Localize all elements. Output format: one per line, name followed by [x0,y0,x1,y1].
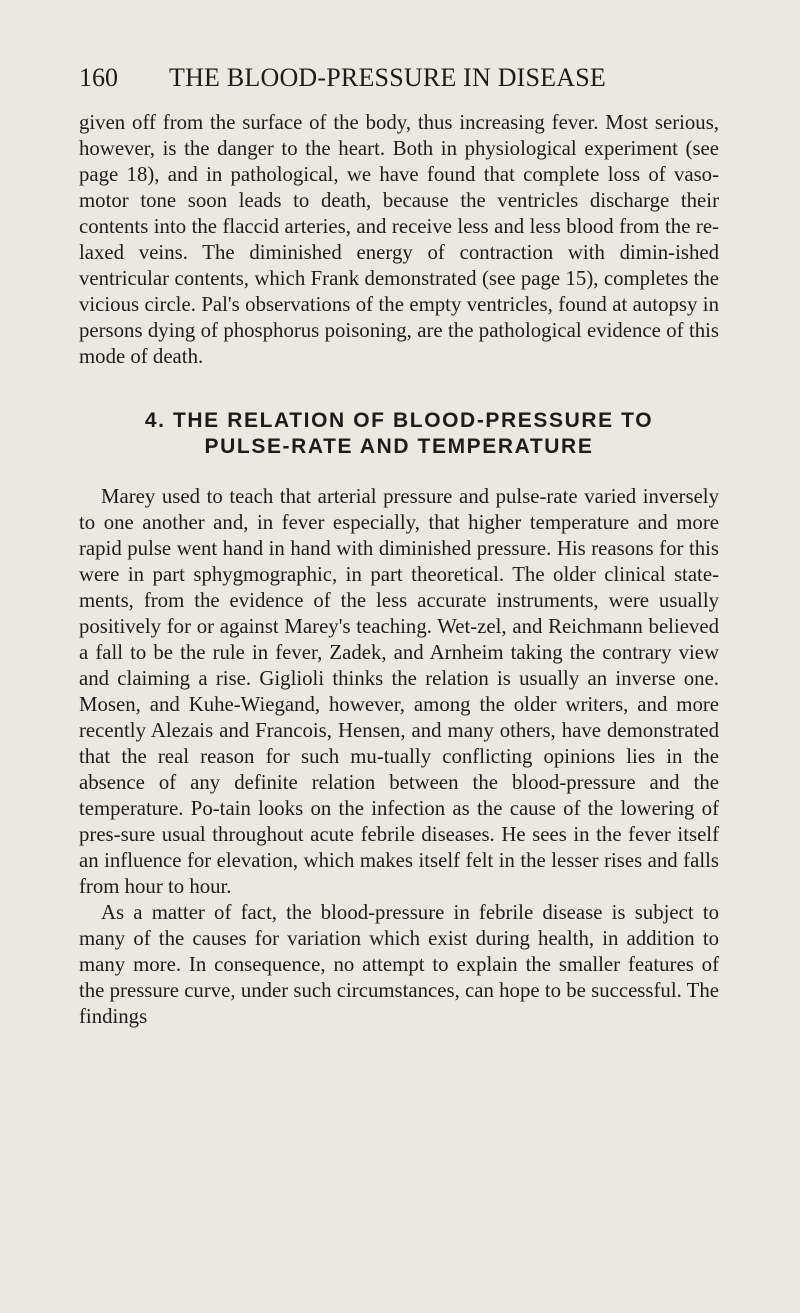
running-head [79,62,719,102]
paragraph-marey: Marey used to teach that arterial pressure and pulse-rate varied inversely to one another and, in fever especially, that higher temperature and more rapid pulse went hand in hand with diminished pressure. His reasons for this were in part sphygmographic, in part theoretical. The older clinical state-ments, from the evidence of the less accurate instruments, were usually positively for or against Marey's teaching. Wet-zel, and Reichmann believed a fall to be the rule in fever, Zadek, and Arnheim taking the contrary view and claiming a rise. Giglioli thinks the relation is usually an inverse one. Mosen, and Kuhe-Wiegand, however, among the older writers, and more recently Alezais and Francois, Hensen, and many others, have demonstrated that the real reason for such mu-tually conflicting opinions lies in the absence of any definite relation between the blood-pressure and the temperature. Po-tain looks on the infection as the cause of the lowering of pres-sure usual throughout acute febrile diseases. He sees in the fever itself an influence for elevation, which makes itself felt in the lesser rises and falls from hour to hour. [79,485,719,898]
section-heading-line-2: PULSE-RATE AND TEMPERATURE [204,435,594,458]
page-number: 160 [79,63,118,92]
paragraph-opening: given off from the surface of the body, thus increasing fever. Most serious, however, is the danger to the heart. Both in physiological experiment (see page 18), and in pathological, we have found that complete loss of vaso-motor tone soon leads to death, because the ventricles discharge their contents into the flaccid arteries, and receive less and less blood from the re-laxed veins. The diminished energy of contraction with dimin-ished ventricular contents, which Frank demonstrated (see page 15), completes the vicious circle. Pal's observations of the empty ventricles, found at autopsy in persons dying of phosphorus poisoning, are the pathological evidence of this mode of death. [79,111,719,368]
section-heading-line-1: 4. THE RELATION OF BLOOD-PRESSURE TO [144,409,654,432]
body-text [79,110,719,1030]
paragraph-matter-of-fact: As a matter of fact, the blood-pressure in febrile disease is subject to many of the causes for variation which exist during health, in addition to many more. In consequence, no attempt to explain the smaller features of the pressure curve, under such circumstances, can hope to be successful. The findings [79,901,719,1028]
section-heading [79,408,719,460]
running-head-title: THE BLOOD-PRESSURE IN DISEASE [169,63,606,92]
